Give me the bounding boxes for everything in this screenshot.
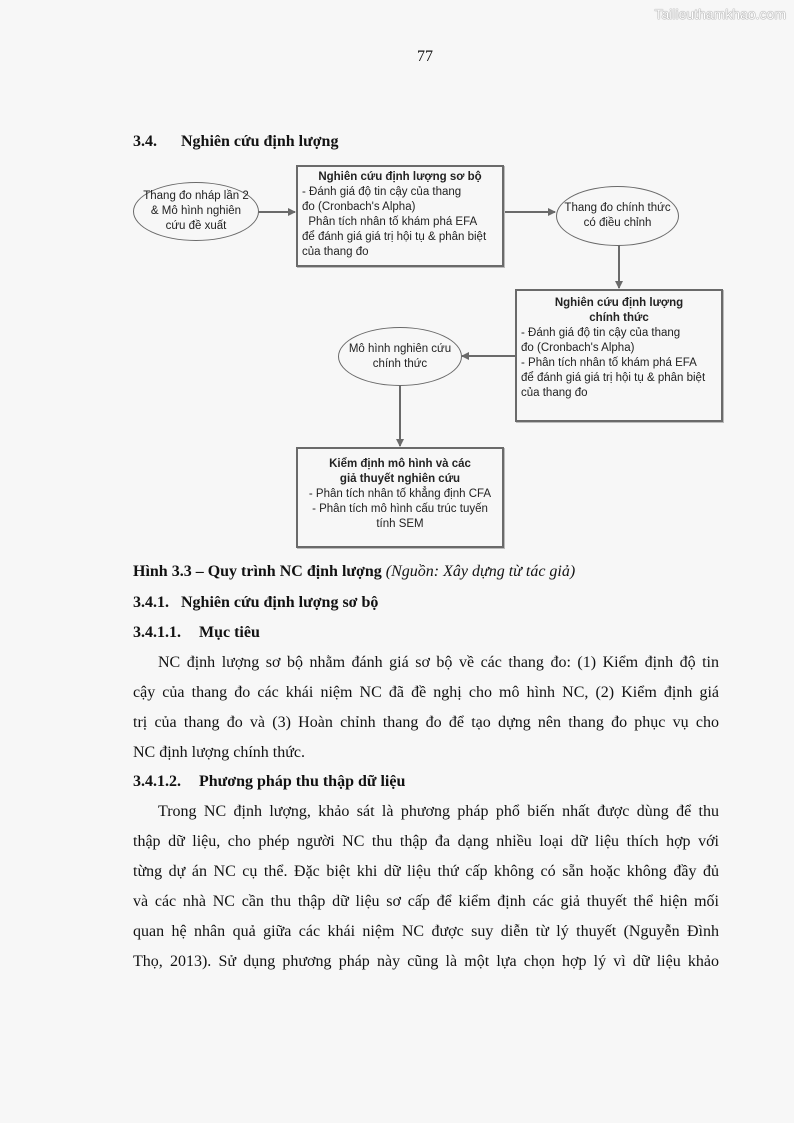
node-text: tính SEM	[376, 518, 424, 530]
node-title: giả thuyết nghiên cứu	[339, 473, 461, 485]
caption-source: (Nguồn: Xây dựng từ tác giả)	[385, 563, 576, 580]
node-text: cứu đề xuất	[165, 220, 227, 232]
node-draft-scale	[133, 182, 259, 241]
objectives-paragraph	[133, 648, 719, 768]
page-number: 77	[417, 48, 433, 65]
node-official-model	[338, 327, 462, 386]
watermark: Tailieuthamkhao.com	[654, 6, 786, 22]
node-text: - Phân tích nhân tố khẳng định CFA	[308, 488, 492, 500]
node-text: - Phân tích mô hình cấu trúc tuyến	[312, 503, 488, 515]
text-line: và các nhà NC cần thu thập dữ liệu sơ cấp để kiểm định các giả thuyết thể hiện mối	[133, 893, 719, 910]
node-text: có điều chỉnh	[583, 217, 652, 229]
node-text: để đánh giá giá trị hội tụ & phân biệt	[521, 372, 706, 384]
subsection-number: 3.4.1.	[133, 594, 169, 611]
node-title: Nghiên cứu định lượng	[554, 297, 684, 309]
sub-heading-objectives	[133, 624, 260, 642]
sub-number: 3.4.1.2.	[133, 773, 181, 790]
node-text: Phân tích nhân tố khám phá EFA	[302, 216, 478, 228]
subsection-title: Nghiên cứu định lượng sơ bộ	[181, 594, 379, 611]
text-line: thập dữ liệu, cho phép người NC thu thập đa dạng nhiều loại dữ liệu thích hợp với	[133, 833, 719, 850]
process-diagram	[0, 0, 794, 560]
node-text: Mô hình nghiên cứu	[348, 342, 452, 355]
section-title: Nghiên cứu định lượng	[181, 133, 339, 150]
node-preliminary-research	[296, 165, 504, 267]
node-official-research	[515, 289, 723, 422]
node-text: đo (Cronbach's Alpha)	[521, 342, 635, 354]
sub-title: Mục tiêu	[199, 624, 260, 641]
node-title: chính thức	[589, 312, 649, 324]
node-text: của thang đo	[521, 387, 588, 399]
text-line: NC định lượng sơ bộ nhằm đánh giá sơ bộ về các thang đo: (1) Kiểm định độ tin	[158, 654, 719, 671]
node-model-testing	[296, 447, 504, 548]
node-text: - Đánh giá độ tin cậy của thang	[302, 186, 462, 198]
text-line: Trong NC định lượng, khảo sát là phương pháp phổ biến nhất được dùng để thu	[158, 803, 719, 820]
figure-caption	[133, 563, 575, 581]
section-number: 3.4.	[133, 133, 157, 150]
node-text: Thang đo chính thức	[564, 202, 671, 214]
data-collection-paragraph	[133, 797, 719, 977]
text-line: Thọ, 2013). Sử dụng phương pháp này cũng là một lựa chọn hợp lý vì dữ liệu khảo	[133, 953, 719, 970]
text-line: NC định lượng chính thức.	[133, 744, 306, 761]
node-title: Kiểm định mô hình và các	[329, 458, 471, 470]
text-line: quan hệ nhân quả giữa các khái niệm NC được suy diễn từ lý thuyết (Nguyễn Đình	[133, 923, 719, 940]
node-official-scale	[556, 186, 679, 246]
node-text: để đánh giá giá trị hội tụ & phân biệt	[302, 231, 487, 243]
text-line: cậy của thang đo các khái niệm NC đã đề nghị cho mô hình NC, (2) Kiểm định giá	[133, 684, 719, 701]
node-text: - Phân tích nhân tố khám phá EFA	[521, 357, 697, 369]
node-text: của thang đo	[302, 246, 369, 258]
sub-heading-data-collection	[133, 773, 405, 791]
caption-label: Hình 3.3 – Quy trình NC định lượng	[133, 563, 382, 580]
node-title: Nghiên cứu định lượng sơ bộ	[318, 171, 482, 183]
text-line: từng dự án NC cụ thể. Đặc biệt khi dữ liệu thứ cấp không có sẵn hoặc không đầy đủ	[133, 863, 719, 880]
node-text: & Mô hình nghiên	[150, 205, 242, 217]
node-text: Thang đo nháp lần 2	[143, 190, 249, 202]
node-text: đo (Cronbach's Alpha)	[302, 201, 416, 213]
subsection-heading	[133, 594, 378, 612]
text-line: trị của thang đo và (3) Hoàn chỉnh thang đo để tạo dựng nên thang đo phục vụ cho	[133, 714, 719, 731]
sub-number: 3.4.1.1.	[133, 624, 181, 641]
node-text: - Đánh giá độ tin cậy của thang	[521, 327, 681, 339]
node-text: chính thức	[372, 357, 428, 370]
sub-title: Phương pháp thu thập dữ liệu	[199, 773, 406, 790]
